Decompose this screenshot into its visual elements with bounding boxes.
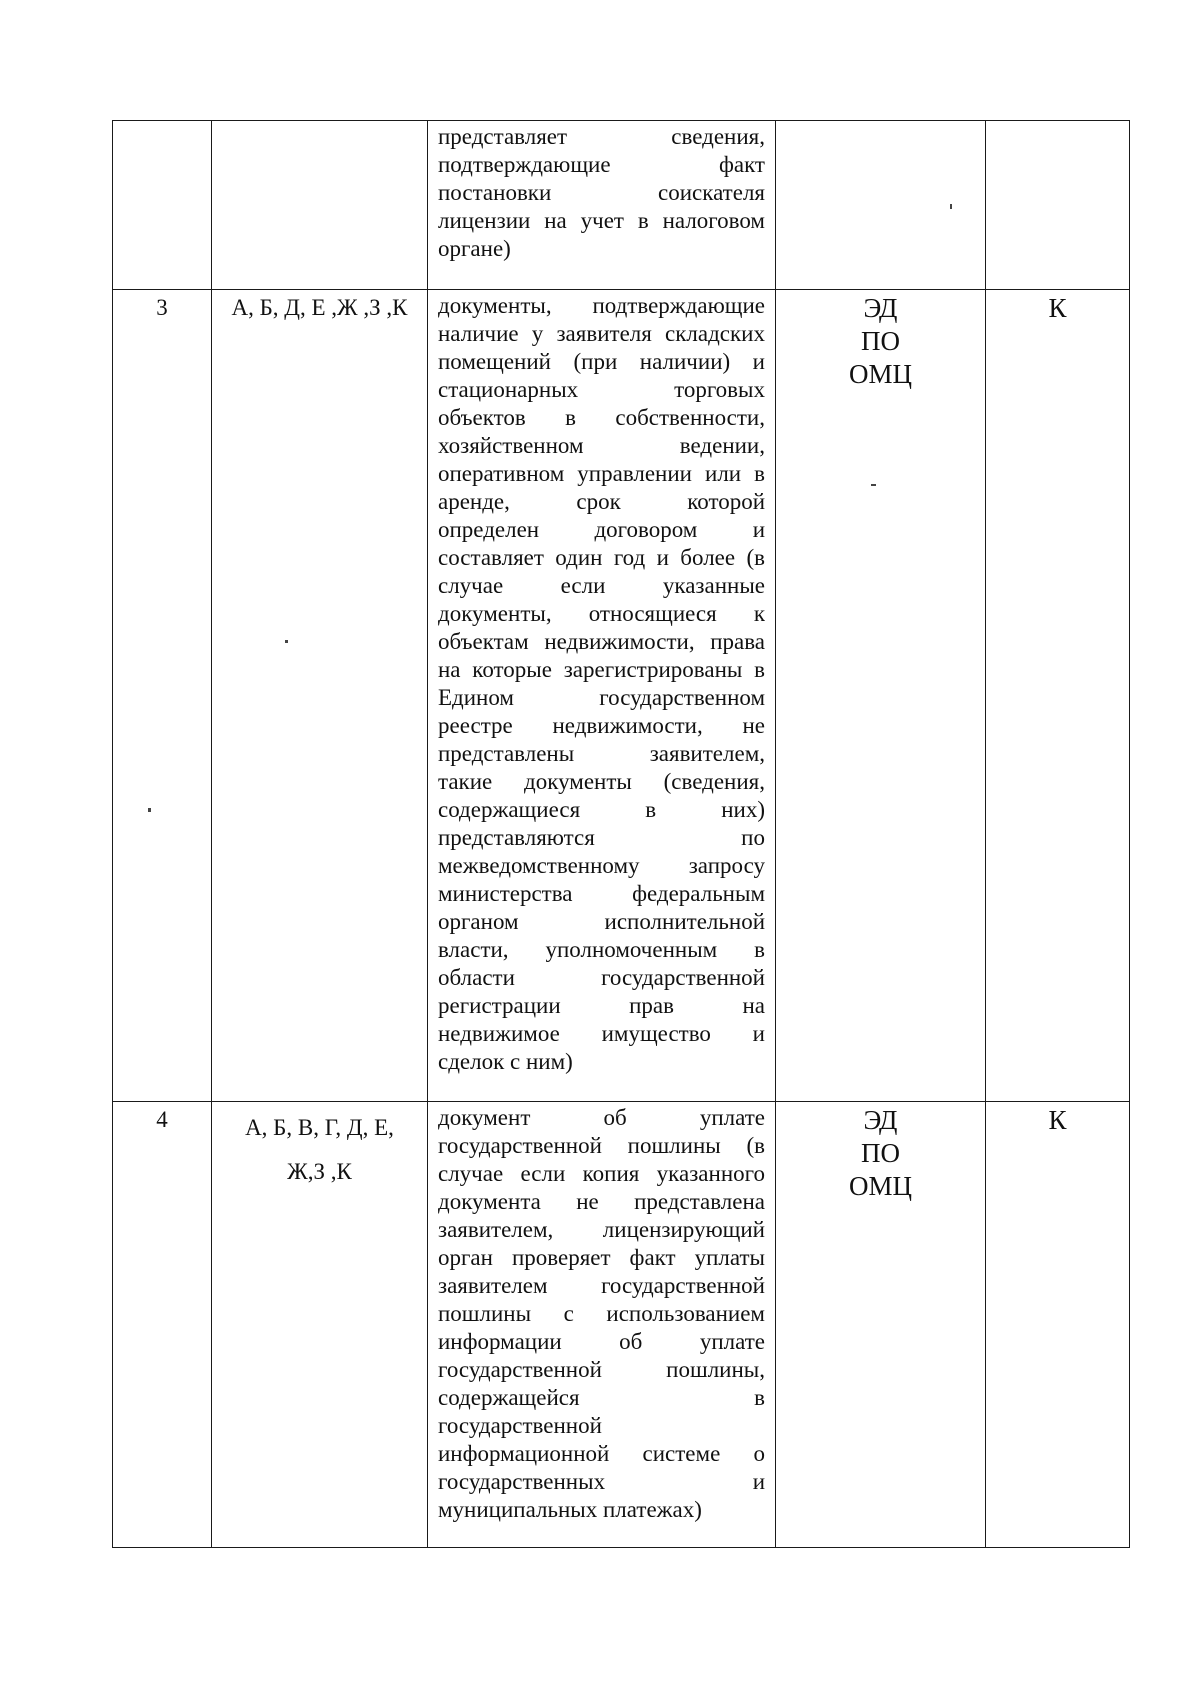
description-cell: [428, 1102, 776, 1548]
description-line: случае если указанные: [438, 573, 765, 598]
description-line: содержащиеся в них): [438, 797, 765, 822]
description-cell: [428, 290, 776, 1102]
scan-speck: [950, 204, 952, 209]
description-line: муниципальных платежах): [438, 1497, 702, 1522]
description-line: государственных и: [438, 1469, 765, 1494]
description-line: информационной системе о: [438, 1441, 765, 1466]
table-row: [113, 121, 1130, 290]
description-line: документ об уплате: [438, 1105, 765, 1130]
row-number-cell: 3: [113, 290, 212, 1102]
description-line: случае если копия указанного: [438, 1161, 765, 1186]
description-line: области государственной: [438, 965, 765, 990]
forms-cell: [776, 290, 986, 1102]
scan-speck: [285, 640, 288, 643]
description-line: информации об уплате: [438, 1329, 765, 1354]
description-line: аренде, срок которой: [438, 489, 765, 514]
scan-speck: [148, 808, 151, 812]
description-line: подтверждающие факт: [438, 152, 765, 177]
form-code: ЭД: [863, 293, 898, 323]
description-line: реестре недвижимости, не: [438, 713, 765, 738]
form-code: ПО: [861, 326, 900, 356]
groups-cell: [212, 1102, 428, 1548]
description-line: государственной пошлины (в: [438, 1133, 765, 1158]
description-line: органом исполнительной: [438, 909, 765, 934]
description-line: Едином государственном: [438, 685, 765, 710]
description-line: постановки соискателя: [438, 180, 765, 205]
description-cell: [428, 121, 776, 290]
description-line: документы, относящиеся к: [438, 601, 765, 626]
row-number-cell: 4: [113, 1102, 212, 1548]
requirements-table: [112, 120, 1130, 1548]
forms-cell: [776, 1102, 986, 1548]
description-line: такие документы (сведения,: [438, 769, 765, 794]
description-line: документы, подтверждающие: [438, 293, 765, 318]
table-row: [113, 290, 1130, 1102]
description-line: помещений (при наличии) и: [438, 349, 765, 374]
form-code: ПО: [861, 1138, 900, 1168]
description-line: министерства федеральным: [438, 881, 765, 906]
description-line: власти, уполномоченным в: [438, 937, 765, 962]
description-line: объектам недвижимости, права: [438, 629, 765, 654]
description-line: содержащейся в: [438, 1385, 765, 1410]
description-line: объектов в собственности,: [438, 405, 765, 430]
description-line: на которые зарегистрированы в: [438, 657, 765, 682]
description-line: представляются по: [438, 825, 765, 850]
description-line: заявителем государственной: [438, 1273, 765, 1298]
forms-cell: [776, 121, 986, 290]
row-number-cell: [113, 121, 212, 290]
mode-cell: К: [986, 290, 1130, 1102]
description-line: недвижимое имущество и: [438, 1021, 765, 1046]
description-line: пошлины с использованием: [438, 1301, 765, 1326]
groups-cell: А, Б, Д, Е ,Ж ,З ,К: [212, 290, 428, 1102]
description-line: представляет сведения,: [438, 124, 765, 149]
description-line: орган проверяет факт уплаты: [438, 1245, 765, 1270]
description-line: определен договором и: [438, 517, 765, 542]
groups-cell: [212, 121, 428, 290]
scan-speck: [871, 484, 876, 486]
description-line: регистрации прав на: [438, 993, 765, 1018]
description-line: оперативном управлении или в: [438, 461, 765, 486]
description-line: заявителем, лицензирующий: [438, 1217, 765, 1242]
description-line: составляет один год и более (в: [438, 545, 765, 570]
groups-line: Ж,З ,К: [287, 1159, 352, 1184]
description-line: стационарных торговых: [438, 377, 765, 402]
form-code: ЭД: [863, 1105, 898, 1135]
description-line: хозяйственном ведении,: [438, 433, 765, 458]
description-line: органе): [438, 236, 511, 261]
description-line: государственной: [438, 1413, 602, 1438]
form-code: ОМЦ: [848, 359, 912, 389]
description-line: лицензии на учет в налоговом: [438, 208, 765, 233]
mode-cell: К: [986, 1102, 1130, 1548]
groups-line: А, Б, В, Г, Д, Е,: [245, 1115, 394, 1140]
description-line: представлены заявителем,: [438, 741, 765, 766]
form-code: ОМЦ: [848, 1171, 912, 1201]
table-row: [113, 1102, 1130, 1548]
description-line: государственной пошлины,: [438, 1357, 765, 1382]
description-line: межведомственному запросу: [438, 853, 765, 878]
mode-cell: [986, 121, 1130, 290]
description-line: документа не представлена: [438, 1189, 765, 1214]
description-line: наличие у заявителя складских: [438, 321, 765, 346]
description-line: сделок с ним): [438, 1049, 573, 1074]
